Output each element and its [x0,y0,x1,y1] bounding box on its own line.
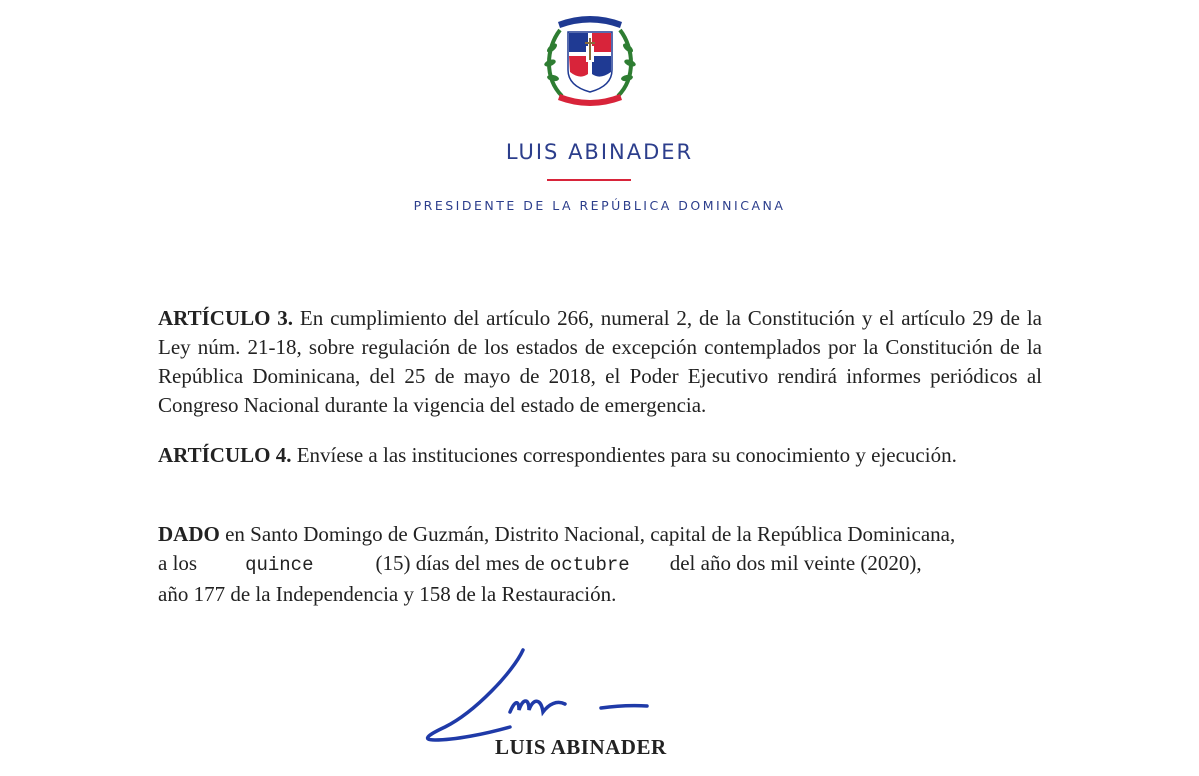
letterhead-divider [547,179,631,181]
given-label: DADO [158,522,220,546]
given-line3: año 177 de la Independencia y 158 de la Restauración. [158,582,617,606]
letterhead-name: LUIS ABINADER [505,140,694,164]
signer-name: LUIS ABINADER [495,735,667,759]
given-month: octubre [549,554,630,576]
given-a-los: a los [158,551,198,575]
article-3-label: ARTÍCULO 3. [158,306,294,330]
given-day-number: (15) [375,551,411,575]
letterhead-title: PRESIDENTE DE LA REPÚBLICA DOMINICANA [413,198,786,213]
given-dias-del-mes: días del mes de [410,551,545,575]
given-year: del año dos mil veinte (2020), [669,551,922,575]
article-3-text: En cumplimiento del artículo 266, numeral 2, de la Constitución y el artículo 29 de la Ley núm. 21-18, sobre regulación de los estados de excepción contemplados por la Constitución de la República Dominicana, del 25 de mayo de 2018, el Poder Ejecutivo rendirá informes periódicos al Congreso Nacional durante la vigencia del estado de emergencia. [158,306,1042,417]
article-4-text: Envíese a las instituciones correspondientes para su conocimiento y ejecución. [291,443,957,467]
given-clause [158,520,1042,609]
given-line1: en Santo Domingo de Guzmán, Distrito Nacional, capital de la República Dominicana, [219,522,956,546]
article-3 [158,304,1042,420]
given-day-word: quince [245,554,314,576]
article-4-label: ARTÍCULO 4. [158,443,292,467]
coat-of-arms-icon [540,8,640,108]
handwritten-signature-icon [415,642,665,747]
article-4 [158,441,1042,470]
